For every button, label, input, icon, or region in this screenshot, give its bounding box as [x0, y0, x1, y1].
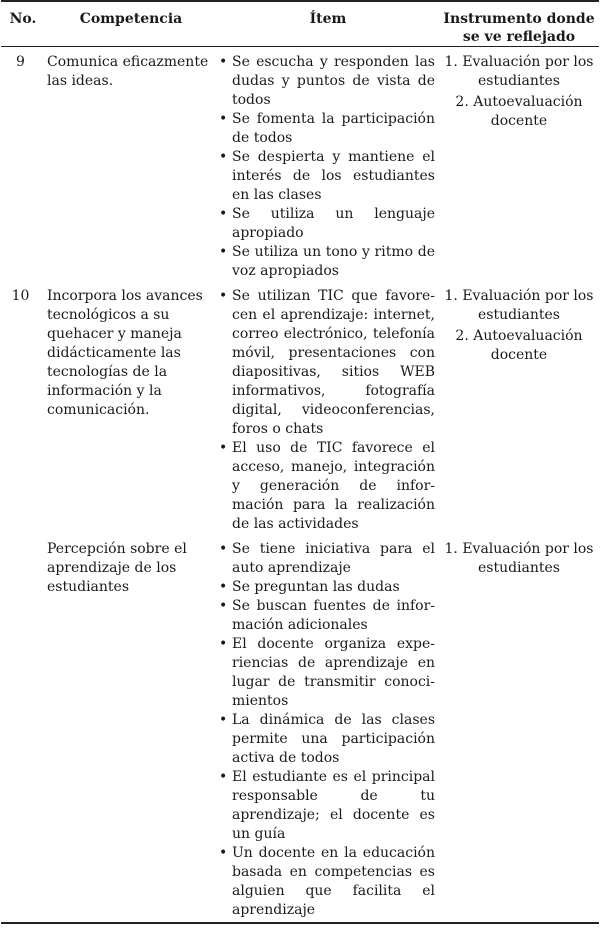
row-number: 10 — [11, 288, 30, 304]
competencia-cell: Percepción sobre el aprendizaje de los estudiantes — [45, 534, 217, 923]
table-row — [1, 47, 599, 282]
list-item: • Se preguntan las dudas — [218, 578, 435, 597]
item-list — [218, 287, 435, 534]
item-cell — [217, 534, 439, 923]
instrument-item: 1. Evaluación por los estudiantes — [444, 288, 594, 323]
item-list — [218, 53, 435, 281]
list-item: • Se escucha y responden las dudas y puntos de vista de todos — [218, 53, 435, 110]
header-item: Ítem — [217, 1, 439, 47]
instrument-item: 1. Evaluación por los estudiantes — [444, 541, 594, 576]
list-item: • Se tiene iniciativa para el auto aprendizaje — [218, 540, 435, 578]
table-header-row — [1, 1, 599, 47]
list-item: • Se utiliza un tono y ritmo de voz apropiados — [218, 243, 435, 281]
list-item: • Se buscan fuentes de información adicionales — [218, 597, 435, 635]
instrument-item: 2. Autoevaluación docente — [455, 328, 583, 363]
item-cell — [217, 281, 439, 534]
list-item: • Se fomenta la participación de todos — [218, 110, 435, 148]
instrument-list — [440, 540, 598, 578]
competency-table — [1, 0, 599, 924]
list-item: • El estudiante es el principal responsable de tu aprendizaje; el docente es un guía — [218, 768, 435, 844]
instrument-item: 2. Autoevaluación docente — [455, 94, 583, 129]
instrument-list — [440, 287, 598, 365]
competencia-cell: Comunica eficazmente las ideas. — [47, 54, 209, 89]
competencia-cell: Incorpora los avances tecnológicos a su quehacer y maneja didácticamente las tecnologías de la información y la comunicación. — [47, 288, 203, 418]
header-instrumento: Instrumento donde se ve reflejado — [439, 1, 599, 47]
item-list — [218, 540, 435, 920]
instrument-item: 1. Evaluación por los estudiantes — [444, 54, 594, 89]
list-item: • Se utilizan TIC que favorecen el aprendizaje: internet, correo electrónico, telefonía móvil, presentaciones con diapositivas, sitios WEB informativos, fotografía digital, videoconferencias, foros o chats — [218, 287, 435, 439]
list-item: • Se utiliza un lenguaje apropiado — [218, 205, 435, 243]
row-number: 9 — [16, 54, 25, 70]
list-item: • El docente organiza experiencias de aprendizaje en lugar de transmitir conocimientos — [218, 635, 435, 711]
header-no: No. — [1, 1, 45, 47]
instrumento-cell — [439, 47, 599, 282]
list-item: • El uso de TIC favorece el acceso, manejo, integración y generación de información para la realización de las actividades — [218, 439, 435, 534]
item-cell — [217, 47, 439, 282]
list-item: • Se despierta y mantiene el interés de los estudiantes en las clases — [218, 148, 435, 205]
header-competencia: Competencia — [45, 1, 217, 47]
list-item: • Un docente en la educación basada en competencias es alguien que facilita el aprendizaje — [218, 844, 435, 920]
table-row — [1, 281, 599, 534]
instrumento-cell — [439, 534, 599, 923]
table-row — [1, 534, 599, 923]
instrument-list — [440, 53, 598, 131]
row-number — [1, 534, 45, 923]
instrumento-cell — [439, 281, 599, 534]
list-item: • La dinámica de las clases permite una participación activa de todos — [218, 711, 435, 768]
